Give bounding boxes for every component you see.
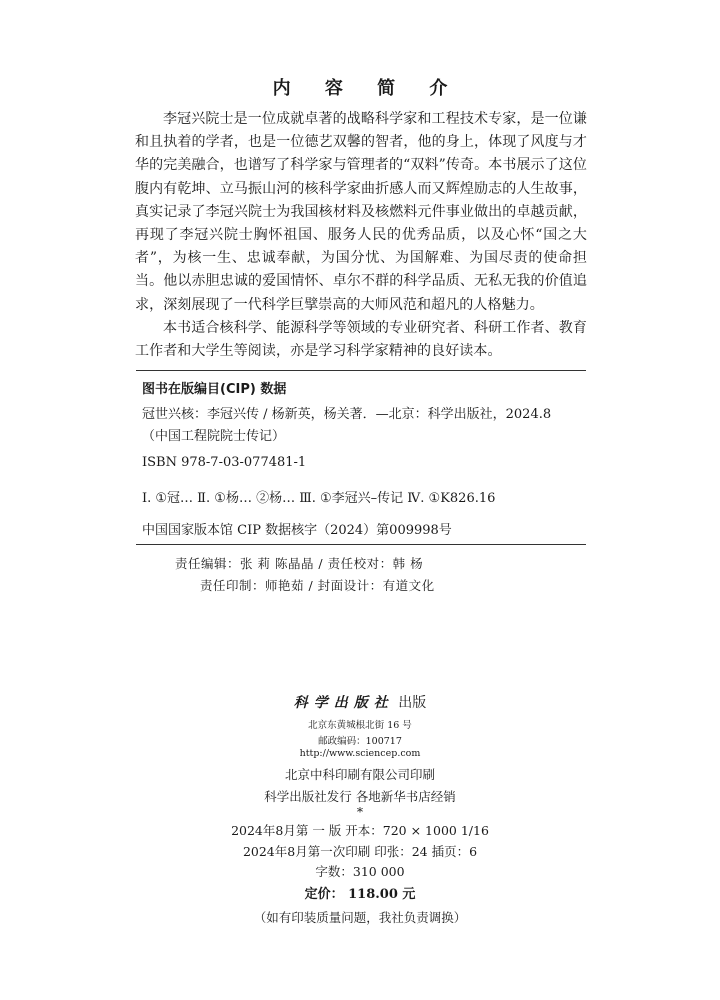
intro-paragraph-2: 本书适合核科学、能源科学等领域的专业研究者、科研工作者、教育工作者和大学生等阅读，亦是学习科学家精神的良好读本。 [135, 319, 587, 360]
publisher-website: http://www.sciencep.com [299, 748, 421, 759]
book-introduction [135, 108, 587, 363]
cip-heading: 图书在版编目(CIP) 数据 [142, 382, 287, 397]
publisher-line [0, 692, 720, 712]
price: 定价： 118.00 元 [304, 887, 416, 902]
publisher-address: 北京东黄城根北街 16 号 [308, 720, 412, 731]
publisher-logo: 科学出版社 [293, 695, 394, 711]
printer-line: 北京中科印刷有限公司印刷 [284, 767, 435, 782]
publisher-suffix: 出版 [398, 695, 427, 711]
publisher-postcode: 邮政编码：100717 [318, 736, 402, 747]
cip-title-line: 冠世兴核：李冠兴传 / 杨新英，杨关著．—北京：科学出版社，2024.8 [142, 407, 552, 422]
cip-record-number: 中国国家版本馆 CIP 数据核字（2024）第009998号 [142, 523, 452, 538]
top-divider [136, 370, 586, 371]
edition-line: 2024年8月第 一 版 开本：720 × 1000 1/16 [231, 823, 489, 838]
bottom-divider [136, 544, 586, 545]
editor-credits: 责任编辑：张 莉 陈晶晶 / 责任校对：韩 杨 [175, 556, 424, 571]
cip-isbn: ISBN 978-7-03-077481-1 [142, 455, 307, 470]
page-title: 内 容 简 介 [272, 78, 462, 99]
production-credits: 责任印制：师艳茹 / 封面设计：有道文化 [200, 578, 435, 593]
intro-paragraph-1: 李冠兴院士是一位成就卓著的战略科学家和工程技术专家，是一位谦和且执着的学者，也是一位德艺双馨的智者，他的身上，体现了风度与才华的完美融合，也谱写了科学家与管理者的“双料”传奇。本书展示了这位腹内有乾坤、立马振山河的核科学家曲折感人而又辉煌励志的人生故事，真实记录了李冠兴院士为我国核材料及核燃料元件事业做出的卓越贡献，再现了李冠兴院士胸怀祖国、服务人民的优秀品质，以及心怀“国之大者”，为核一生、忠诚奉献，为国分忧、为国解难、为国尽责的使命担当。他以赤胆忠诚的爱国情怀、卓尔不群的科学品质、无私无我的价值追求，深刻展现了一代科学巨擘崇高的大师风范和超凡的人格魅力。 [135, 111, 587, 313]
cip-classification: Ⅰ. ①冠… Ⅱ. ①杨… ②杨… Ⅲ. ①李冠兴–传记 Ⅳ. ①K826.16 [142, 491, 496, 506]
printing-line: 2024年8月第一次印刷 印张：24 插页：6 [242, 844, 478, 859]
word-count: 字数：310 000 [315, 864, 405, 879]
cip-series-line: （中国工程院院士传记） [142, 429, 286, 444]
separator-asterisk: * [356, 804, 364, 819]
quality-notice: （如有印装质量问题，我社负责调换） [253, 910, 467, 925]
distribution-line: 科学出版社发行 各地新华书店经销 [264, 789, 456, 804]
